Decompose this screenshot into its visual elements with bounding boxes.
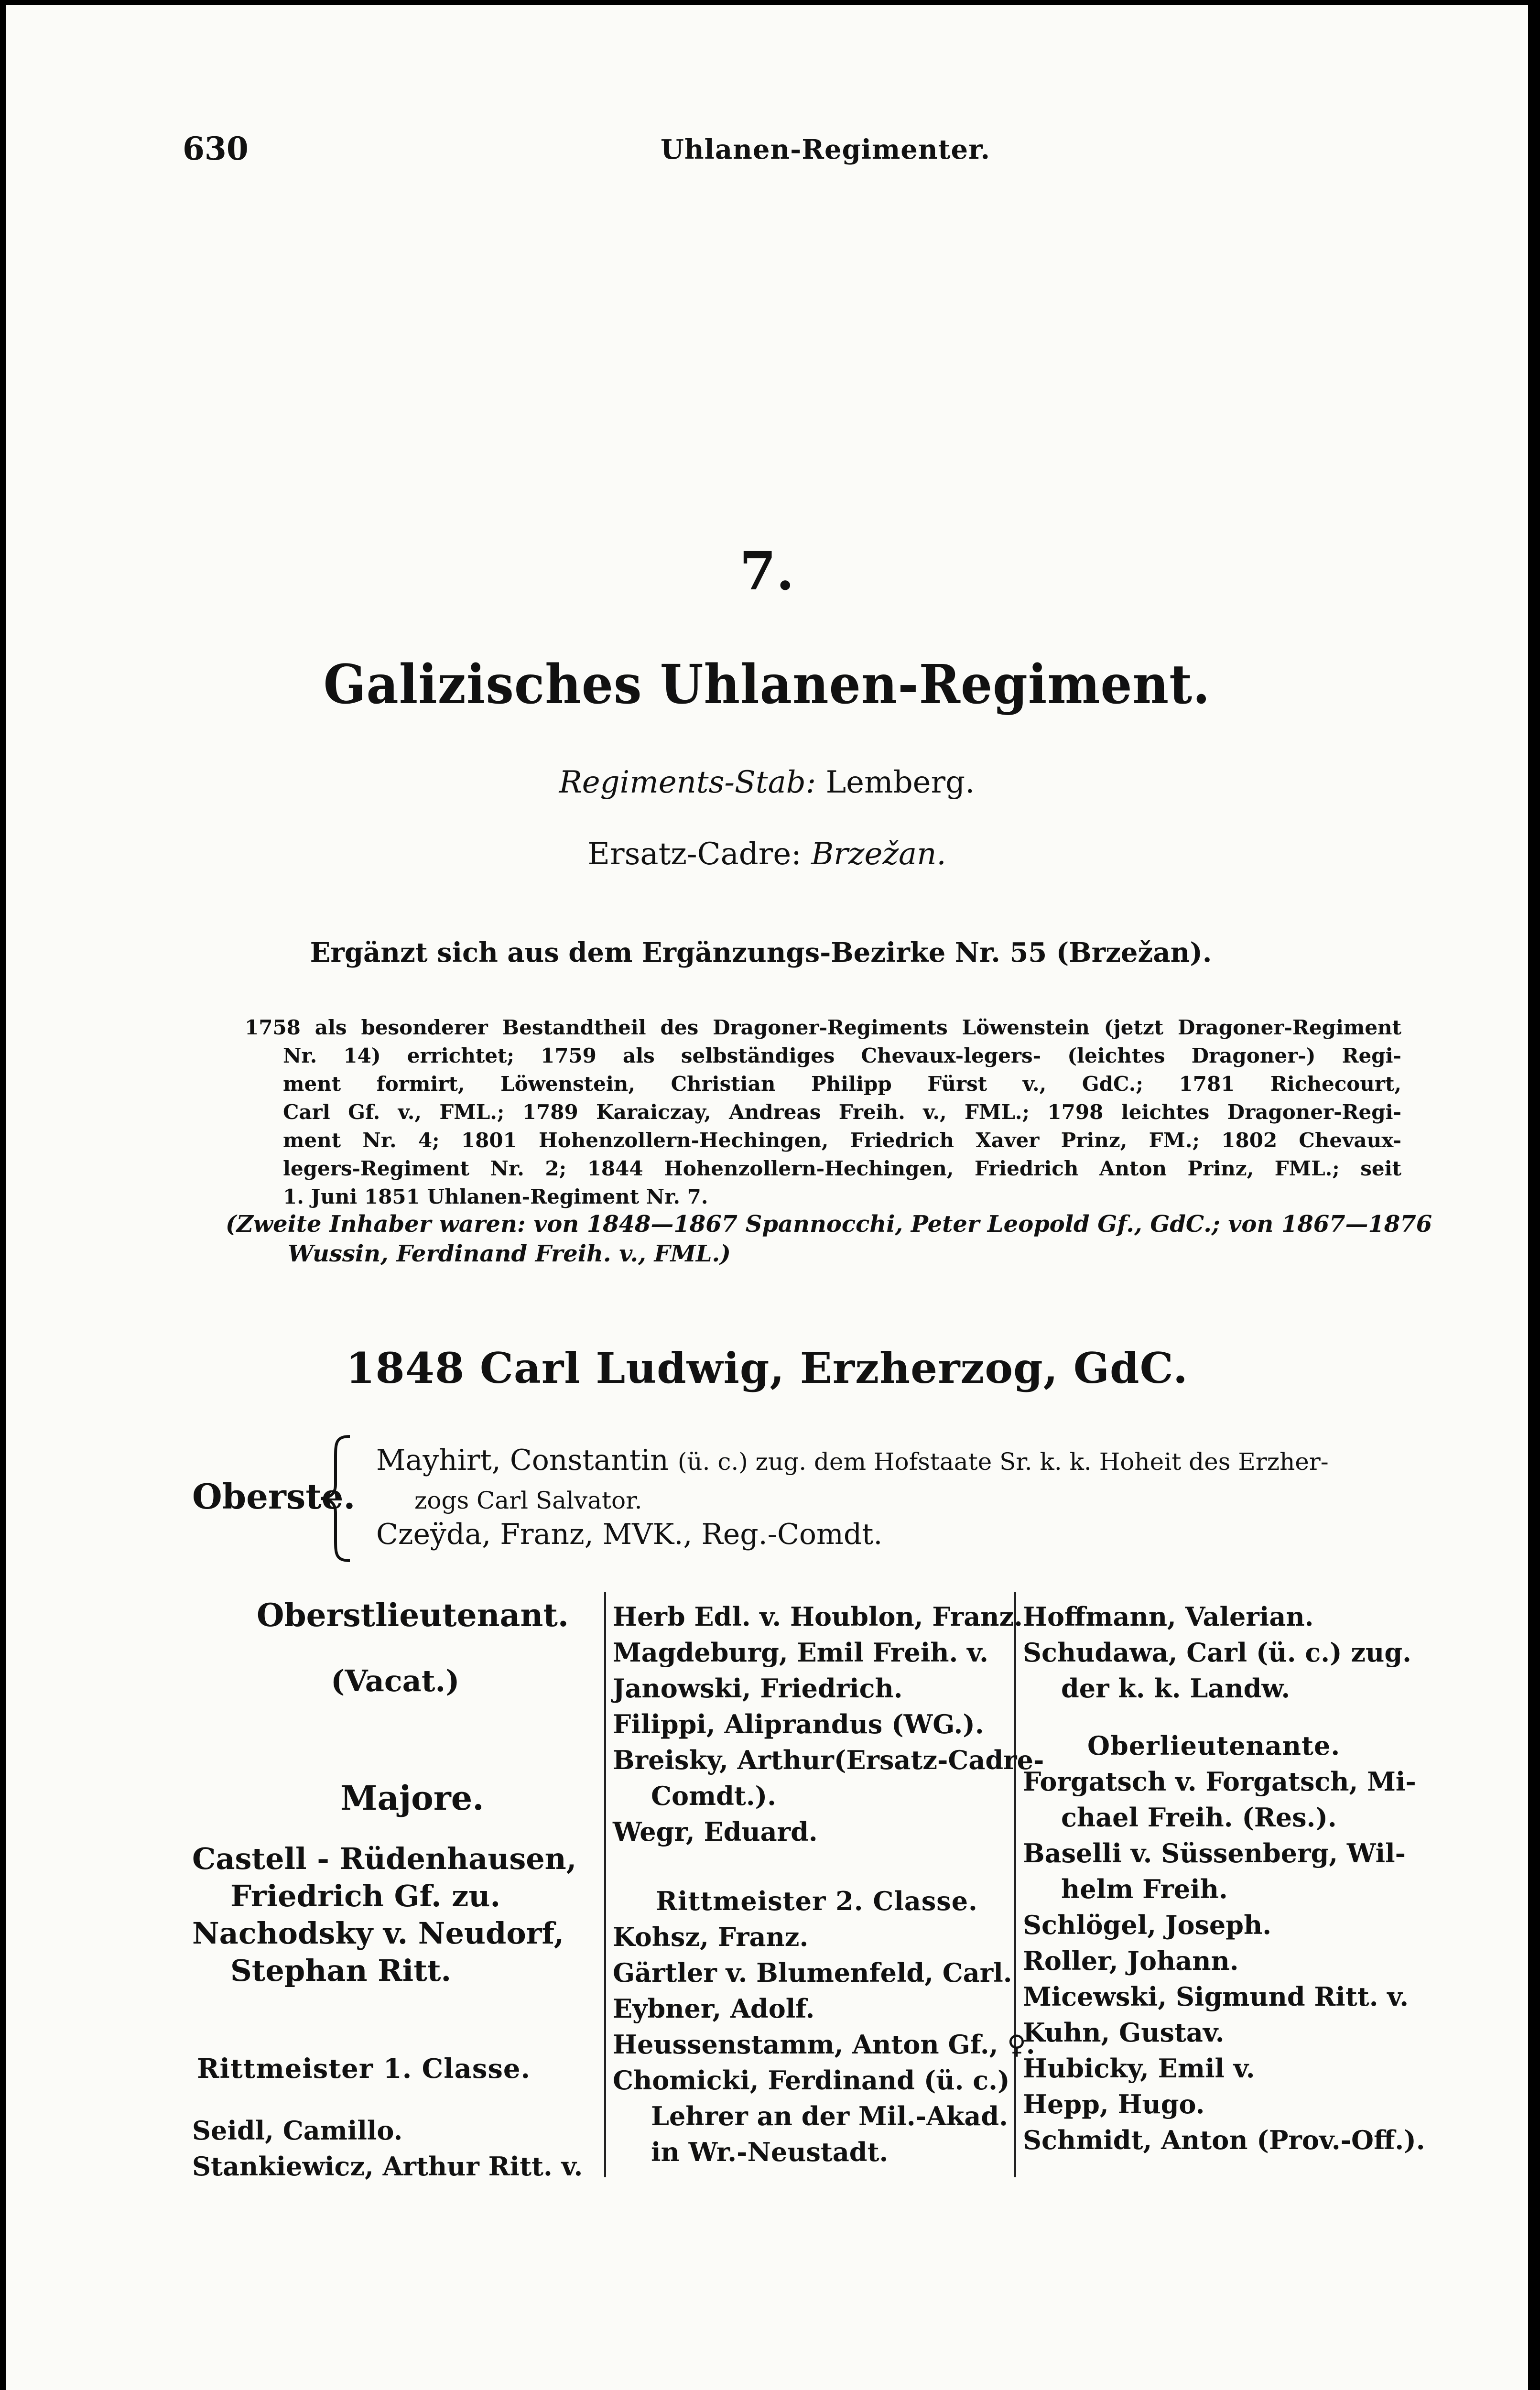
- cadre-label: Ersatz-Cadre:: [587, 836, 802, 872]
- oberst-detail-cont: zogs Carl Salvator.: [414, 1487, 642, 1514]
- majore-heading: Majore.: [340, 1778, 484, 1818]
- history-line: 1758 als besonderer Bestandtheil des Dragoner-Regiments Löwenstein (jetzt Dragoner-Regiment: [245, 1016, 1401, 1039]
- oberlieutenante-heading: Oberlieutenante.: [1087, 1730, 1341, 1761]
- list-item: Janowski, Friedrich.: [613, 1673, 903, 1704]
- list-item: Baselli v. Süssenberg, Wil-: [1023, 1838, 1406, 1869]
- inhaber-note: [226, 1209, 1432, 1269]
- column-3: [1023, 1599, 1425, 2158]
- regiment-chef: 1848 Carl Ludwig, Erzherzog, GdC.: [346, 1343, 1188, 1393]
- oberst-name: Mayhirt, Constantin: [376, 1444, 669, 1477]
- ergaenzung-line: Ergänzt sich aus dem Ergänzungs-Bezirke Nr. 55 (Brzežan).: [310, 937, 1212, 968]
- list-item: Roller, Johann.: [1023, 1945, 1239, 1976]
- list-item: in Wr.-Neustadt.: [651, 2137, 889, 2167]
- list-item: Hubicky, Emil v.: [1023, 2053, 1255, 2084]
- running-head: Uhlanen-Regimenter.: [661, 134, 990, 165]
- oberst-entry: Czeÿda, Franz, MVK., Reg.-Comdt.: [376, 1518, 883, 1551]
- list-item: Stephan Ritt.: [230, 1953, 452, 1988]
- list-item: Stankiewicz, Arthur Ritt. v.: [192, 2151, 583, 2182]
- column-rule: [604, 1592, 606, 2177]
- list-item: Nachodsky v. Neudorf,: [192, 1916, 564, 1951]
- history-paragraph: [245, 1013, 1401, 1211]
- oberstlieutenant-heading: Oberstlieutenant.: [257, 1597, 569, 1634]
- stab-label: Regiments-Stab:: [559, 765, 816, 800]
- list-item: Schmidt, Anton (Prov.-Off.).: [1023, 2125, 1425, 2155]
- oberst-detail: (ü. c.) zug. dem Hofstaate Sr. k. k. Hoheit des Erzher-: [677, 1448, 1329, 1476]
- brace-icon: [316, 1434, 359, 1563]
- list-item: Gärtler v. Blumenfeld, Carl.: [613, 1957, 1012, 1988]
- list-item: Lehrer an der Mil.-Akad.: [651, 2101, 1008, 2131]
- history-line: 1. Juni 1851 Uhlanen-Regiment Nr. 7.: [283, 1185, 708, 1208]
- rittmeister-1-list: [192, 2113, 583, 2184]
- list-item: Kuhn, Gustav.: [1023, 2017, 1225, 2048]
- list-item: Wegr, Eduard.: [613, 1816, 818, 1847]
- history-line: Carl Gf. v., FML.; 1789 Karaiczay, Andreas Freih. v., FML.; 1798 leichtes Dragoner-Regi-: [283, 1100, 1401, 1124]
- book-page: [6, 5, 1528, 2390]
- cadre-value: Brzežan.: [811, 836, 946, 872]
- list-item: Hoffmann, Valerian.: [1023, 1601, 1314, 1632]
- list-item: Breisky, Arthur(Ersatz-Cadre-: [613, 1745, 1044, 1775]
- history-line: legers-Regiment Nr. 2; 1844 Hohenzollern-Hechingen, Friedrich Anton Prinz, FML.; seit: [283, 1157, 1401, 1180]
- list-item: Schudawa, Carl (ü. c.) zug.: [1023, 1637, 1411, 1668]
- rittmeister-1-heading: Rittmeister 1. Classe.: [197, 2053, 531, 2085]
- oberste-label: Oberste.: [192, 1476, 356, 1517]
- inhaber-line: (Zweite Inhaber waren: von 1848—1867 Spannocchi, Peter Leopold Gf., GdC.; von 1867—1876: [226, 1211, 1432, 1238]
- list-item: Chomicki, Ferdinand (ü. c.): [613, 2065, 1010, 2096]
- list-item: Magdeburg, Emil Freih. v.: [613, 1637, 988, 1668]
- list-item: Comdt.).: [651, 1781, 776, 1811]
- oberst-entry: [376, 1444, 1329, 1477]
- regiments-stab: [6, 765, 1528, 800]
- column-2: [613, 1599, 1044, 2170]
- majore-list: [192, 1840, 576, 1989]
- list-item: Micewski, Sigmund Ritt. v.: [1023, 1981, 1409, 2012]
- list-item: der k. k. Landw.: [1061, 1673, 1291, 1704]
- list-item: Seidl, Camillo.: [192, 2115, 403, 2146]
- list-item: Herb Edl. v. Houblon, Franz.: [613, 1601, 1023, 1632]
- history-line: ment Nr. 4; 1801 Hohenzollern-Hechingen, Friedrich Xaver Prinz, FM.; 1802 Chevaux-: [283, 1129, 1401, 1152]
- list-item: Heussenstamm, Anton Gf., ♀.: [613, 2029, 1035, 2060]
- list-item: Kohsz, Franz.: [613, 1922, 809, 1952]
- list-item: Forgatsch v. Forgatsch, Mi-: [1023, 1766, 1416, 1797]
- page-number: 630: [183, 130, 249, 167]
- ersatz-cadre: [6, 836, 1528, 872]
- history-line: ment formirt, Löwenstein, Christian Philipp Fürst v., GdC.; 1781 Richecourt,: [283, 1072, 1401, 1096]
- list-item: Castell - Rüdenhausen,: [192, 1841, 577, 1876]
- rittmeister-2-heading: Rittmeister 2. Classe.: [656, 1886, 978, 1916]
- list-item: Friedrich Gf. zu.: [230, 1879, 501, 1913]
- list-item: Hepp, Hugo.: [1023, 2089, 1205, 2119]
- list-item: Schlögel, Joseph.: [1023, 1910, 1272, 1940]
- vacat-note: (Vacat.): [331, 1663, 460, 1698]
- regiment-title: Galizisches Uhlanen-Regiment.: [323, 652, 1211, 716]
- list-item: helm Freih.: [1061, 1874, 1228, 1904]
- regiment-number: 7.: [739, 540, 794, 602]
- list-item: Filippi, Aliprandus (WG.).: [613, 1709, 984, 1739]
- inhaber-line: Wussin, Ferdinand Freih. v., FML.): [288, 1240, 731, 1267]
- list-item: chael Freih. (Res.).: [1061, 1802, 1337, 1833]
- history-line: Nr. 14) errichtet; 1759 als selbständiges Chevaux-legers- (leichtes Dragoner-) Regi-: [283, 1044, 1401, 1067]
- stab-value: Lemberg.: [825, 765, 975, 800]
- list-item: Eybner, Adolf.: [613, 1993, 815, 2024]
